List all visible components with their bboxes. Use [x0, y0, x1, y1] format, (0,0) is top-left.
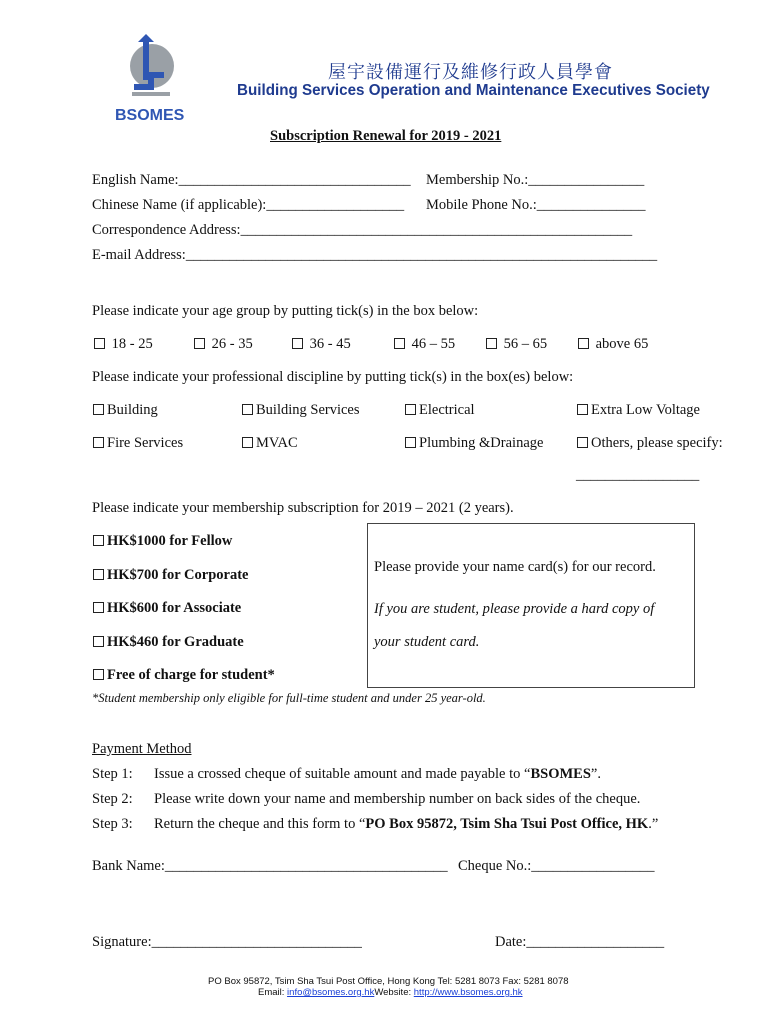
- age-option[interactable]: [194, 335, 253, 353]
- subscription-prompt: Please indicate your membership subscription for 2019 – 2021 (2 years).: [92, 500, 514, 516]
- step-emphasis: BSOMES: [530, 766, 591, 782]
- discipline-label: Building Services: [256, 402, 360, 418]
- age-option[interactable]: [394, 335, 455, 353]
- org-name-english: Building Services Operation and Maintenance Executives Society: [237, 82, 710, 99]
- step-text: Please write down your name and membership number on back sides of the cheque.: [154, 791, 641, 807]
- age-option-label: 36 - 45: [309, 336, 351, 352]
- correspondence-address-field[interactable]: Correspondence Address:______________________________________________________: [92, 222, 633, 238]
- footer-email-link[interactable]: info@bsomes.org.hk: [287, 987, 375, 998]
- checkbox[interactable]: [93, 636, 104, 647]
- age-option-label: above 65: [595, 336, 649, 352]
- form-title: Subscription Renewal for 2019 - 2021: [270, 128, 502, 144]
- checkbox[interactable]: [394, 338, 405, 349]
- checkbox[interactable]: [93, 404, 104, 415]
- footer-website-link[interactable]: http://www.bsomes.org.hk: [413, 987, 523, 998]
- bsomes-logo: [124, 34, 176, 106]
- age-option-label: 56 – 65: [503, 336, 548, 352]
- subscription-option[interactable]: [93, 633, 244, 651]
- checkbox[interactable]: [93, 569, 104, 580]
- discipline-label: MVAC: [256, 435, 298, 451]
- subscription-label: HK$460 for Graduate: [107, 634, 244, 650]
- english-name-field[interactable]: English Name:________________________________: [92, 172, 411, 188]
- subscription-option[interactable]: [93, 666, 275, 684]
- membership-no-field[interactable]: Membership No.:________________: [426, 172, 645, 188]
- footer-email-label: Email:: [258, 987, 288, 998]
- age-option[interactable]: [292, 335, 351, 353]
- payment-step-label: Step 3:: [92, 816, 133, 832]
- payment-step-text: [154, 815, 658, 833]
- subscription-label: HK$600 for Associate: [107, 600, 242, 616]
- footer-website-label: Website:: [374, 987, 414, 998]
- checkbox[interactable]: [405, 404, 416, 415]
- discipline-label: Electrical: [419, 402, 475, 418]
- discipline-option[interactable]: [577, 434, 723, 452]
- discipline-option[interactable]: [93, 401, 158, 419]
- age-option[interactable]: [578, 335, 648, 353]
- discipline-label: Fire Services: [107, 435, 184, 451]
- signature-field[interactable]: Signature:_____________________________: [92, 934, 362, 950]
- subscription-label: Free of charge for student*: [107, 667, 275, 683]
- cheque-no-field[interactable]: Cheque No.:_________________: [458, 858, 655, 874]
- subscription-label: HK$700 for Corporate: [107, 567, 249, 583]
- subscription-option[interactable]: [93, 599, 241, 617]
- checkbox[interactable]: [93, 669, 104, 680]
- checkbox[interactable]: [577, 404, 588, 415]
- checkbox[interactable]: [405, 437, 416, 448]
- email-address-field[interactable]: E-mail Address:_________________________________________________________________: [92, 247, 658, 263]
- checkbox[interactable]: [94, 338, 105, 349]
- checkbox[interactable]: [577, 437, 588, 448]
- discipline-option[interactable]: [405, 401, 475, 419]
- brand-name: BSOMES: [115, 107, 185, 124]
- checkbox[interactable]: [194, 338, 205, 349]
- student-membership-note: *Student membership only eligible for full-time student and under 25 year-old.: [92, 691, 486, 705]
- checkbox[interactable]: [578, 338, 589, 349]
- age-option[interactable]: [486, 335, 547, 353]
- age-option[interactable]: [94, 335, 153, 353]
- discipline-option[interactable]: [405, 434, 543, 452]
- mobile-phone-field[interactable]: Mobile Phone No.:_______________: [426, 197, 646, 213]
- discipline-option[interactable]: [242, 401, 360, 419]
- discipline-option[interactable]: [242, 434, 298, 452]
- age-option-label: 18 - 25: [111, 336, 153, 352]
- step-text-end: .”: [648, 816, 659, 832]
- org-name-chinese: 屋宇設備運行及維修行政人員學會: [328, 62, 613, 83]
- discipline-label: Extra Low Voltage: [591, 402, 700, 418]
- discipline-label: Plumbing &Drainage: [419, 435, 544, 451]
- checkbox[interactable]: [486, 338, 497, 349]
- note-student-line2: your student card.: [374, 634, 480, 650]
- others-specify-field[interactable]: _________________: [576, 467, 700, 483]
- footer-contact: [258, 987, 523, 998]
- payment-method-heading: Payment Method: [92, 741, 192, 757]
- chinese-name-field[interactable]: Chinese Name (if applicable):___________________: [92, 197, 405, 213]
- payment-step-label: Step 2:: [92, 791, 133, 807]
- step-text-end: ”.: [590, 766, 601, 782]
- checkbox[interactable]: [242, 437, 253, 448]
- checkbox[interactable]: [93, 535, 104, 546]
- age-option-label: 46 – 55: [411, 336, 456, 352]
- step-emphasis: PO Box 95872, Tsim Sha Tsui Post Office, HK: [365, 816, 649, 832]
- payment-step-text: [154, 765, 601, 783]
- date-field[interactable]: Date:___________________: [495, 934, 665, 950]
- checkbox[interactable]: [93, 602, 104, 613]
- checkbox[interactable]: [242, 404, 253, 415]
- step-text: Issue a crossed cheque of suitable amount and made payable to “: [154, 766, 531, 782]
- note-student-line1: If you are student, please provide a hard copy of: [374, 601, 655, 617]
- subscription-option[interactable]: [93, 532, 232, 550]
- discipline-prompt: Please indicate your professional discipline by putting tick(s) in the box(es) below:: [92, 369, 574, 385]
- logo-base: [132, 92, 170, 96]
- note-name-card: Please provide your name card(s) for our record.: [374, 559, 656, 575]
- checkbox[interactable]: [292, 338, 303, 349]
- age-group-prompt: Please indicate your age group by putting tick(s) in the box below:: [92, 303, 479, 319]
- subscription-option[interactable]: [93, 566, 248, 584]
- discipline-option[interactable]: [93, 434, 183, 452]
- discipline-label: Others, please specify:: [591, 435, 723, 451]
- step-text: Return the cheque and this form to “: [154, 816, 366, 832]
- payment-step-label: Step 1:: [92, 766, 133, 782]
- discipline-option[interactable]: [577, 401, 700, 419]
- checkbox[interactable]: [93, 437, 104, 448]
- bank-name-field[interactable]: Bank Name:_______________________________________: [92, 858, 448, 874]
- age-option-label: 26 - 35: [211, 336, 253, 352]
- discipline-label: Building: [107, 402, 158, 418]
- payment-step-text: [154, 790, 640, 808]
- footer-address: PO Box 95872, Tsim Sha Tsui Post Office, Hong Kong Tel: 5281 8073 Fax: 5281 8078: [208, 976, 569, 987]
- subscription-label: HK$1000 for Fellow: [107, 533, 233, 549]
